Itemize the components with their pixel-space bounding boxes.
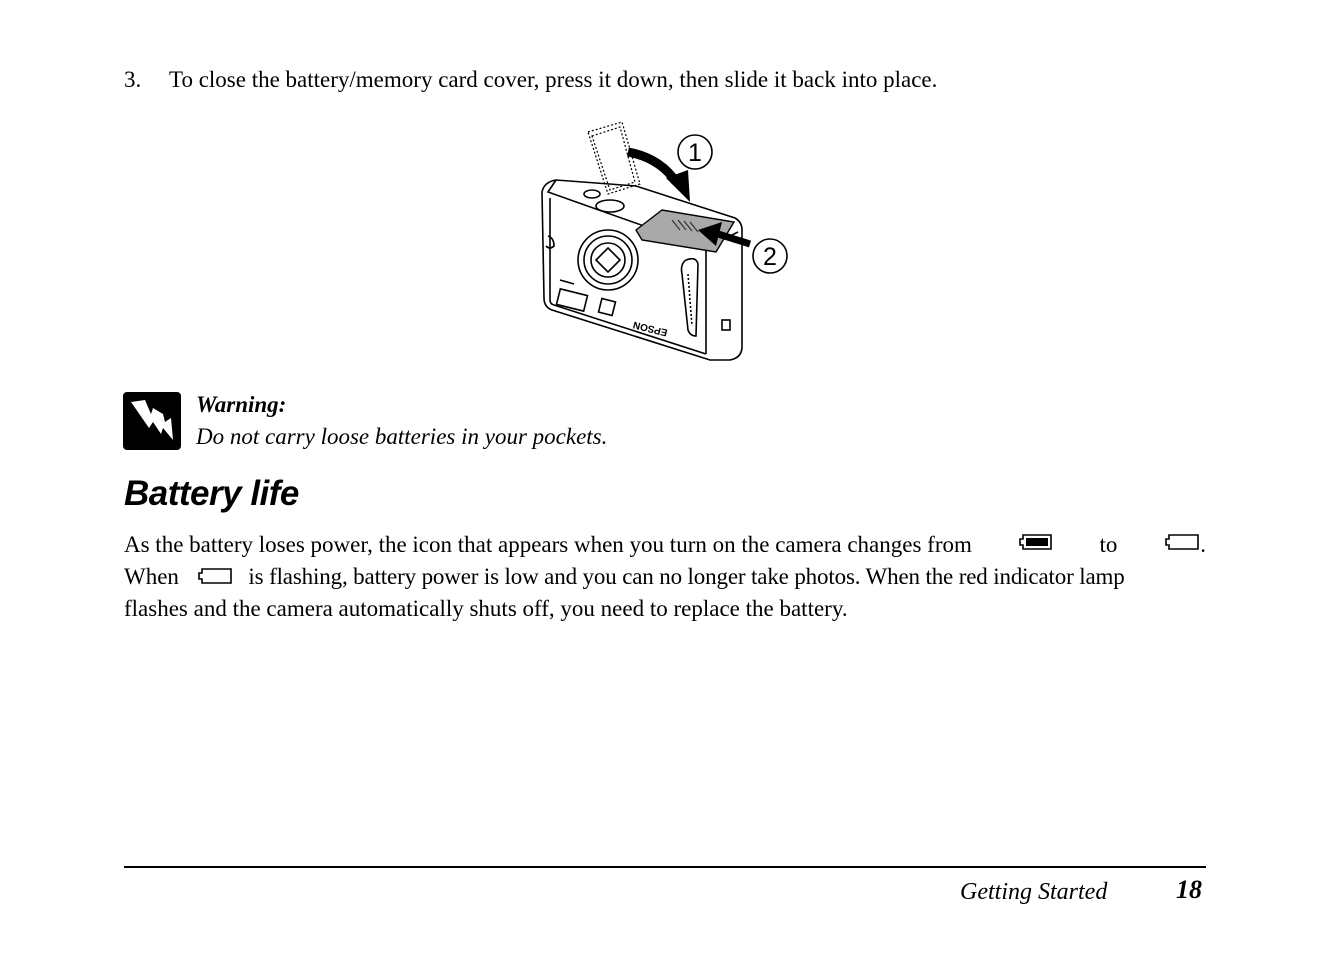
svg-text:1: 1 <box>688 139 702 167</box>
page-number: 18 <box>1176 875 1202 904</box>
svg-text:2: 2 <box>763 243 777 271</box>
step-text: To close the battery/memory card cover, press it down, then slide it back into place. <box>169 67 938 92</box>
paragraph-line-1: As the battery loses power, the icon that appears when you turn on the camera changes from to . <box>124 529 1206 561</box>
warning-title: Warning: <box>196 392 287 417</box>
camera-illustration <box>530 114 800 366</box>
paragraph-line-2: When is flashing, battery power is low and you can no longer take photos. When the red indicator lamp <box>124 561 1206 593</box>
battery-empty-icon <box>1164 529 1200 561</box>
camera-body <box>542 180 742 360</box>
callout-1 <box>678 135 712 169</box>
footer-rule <box>124 866 1206 868</box>
step-number: 3. <box>124 67 142 92</box>
lightning-warning-icon <box>123 392 181 450</box>
battery-life-paragraph <box>124 529 1206 625</box>
brand-label: EPSON <box>632 318 669 338</box>
footer-section-name: Getting Started <box>960 879 1108 905</box>
battery-full-icon <box>1019 529 1053 561</box>
section-heading: Battery life <box>124 474 299 513</box>
warning-text: Do not carry loose batteries in your pockets. <box>196 424 608 449</box>
callout-2 <box>753 239 787 273</box>
paragraph-line-3: flashes and the camera automatically shuts off, you need to replace the battery. <box>124 596 848 621</box>
battery-empty-icon <box>197 563 233 595</box>
